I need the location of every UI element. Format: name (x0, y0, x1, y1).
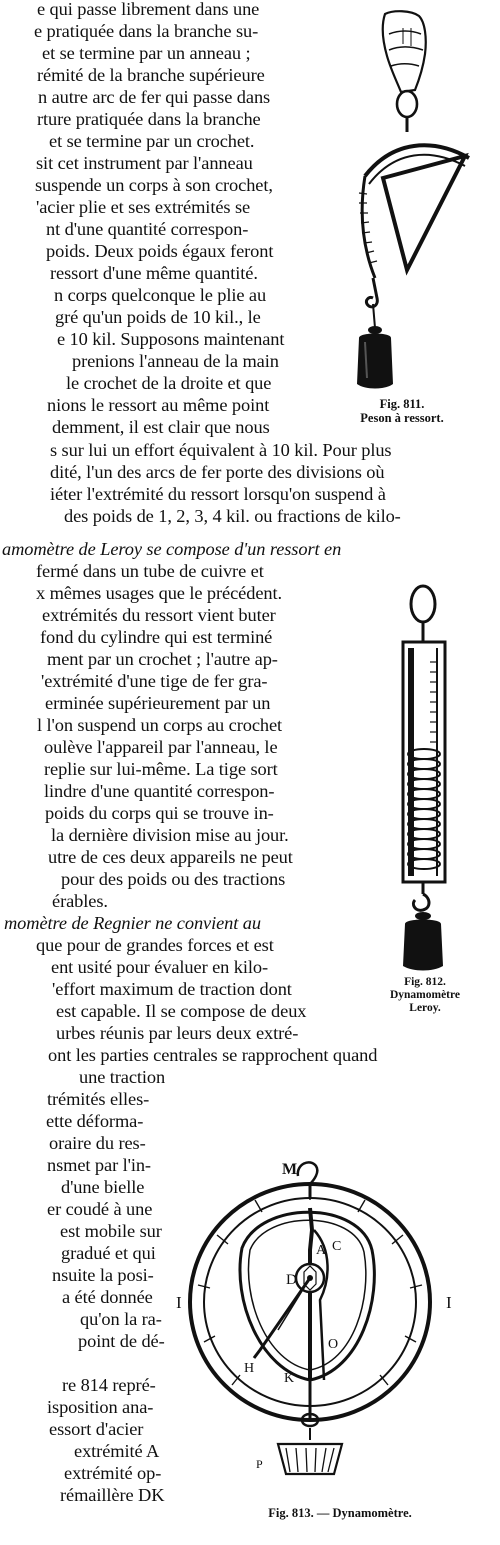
text-line: des poids de 1, 2, 3, 4 kil. ou fractions de kilo- (64, 506, 401, 526)
fig-813-caption: Fig. 813. — Dynamomètre. (268, 1506, 412, 1520)
text-line: e 10 kil. Supposons maintenant (57, 329, 285, 349)
text-line: n autre arc de fer qui passe dans (38, 87, 271, 107)
text-line: oraire du res- (49, 1133, 146, 1153)
text-line: s sur lui un effort équivalent à 10 kil. Pour plus (50, 440, 392, 460)
text-line: d'une bielle (61, 1177, 145, 1197)
text-line: re 814 repré- (62, 1375, 156, 1395)
text-line: poids du corps qui se trouve in- (45, 803, 274, 823)
text-line: trémités elles- (47, 1089, 150, 1109)
text-line: le crochet de la droite et que (66, 373, 272, 393)
text-line: momètre de Regnier ne convient au (4, 913, 261, 933)
text-line: iéter l'extrémité du ressort lorsqu'on suspend à (50, 484, 386, 504)
text-line: suspende un corps à son crochet, (35, 175, 273, 195)
text-line: x mêmes usages que le précédent. (36, 583, 282, 603)
text-line: e pratiquée dans la branche su- (34, 21, 259, 41)
fig-813-label-p: P (256, 1457, 263, 1471)
fig-812-caption (365, 976, 485, 1016)
text-line: est capable. Il se compose de deux (56, 1001, 307, 1021)
text-line: l l'on suspend un corps au crochet (37, 715, 283, 735)
text-line: extrémités du ressort vient buter (42, 605, 276, 625)
text-line: ent usité pour évaluer en kilo- (51, 957, 269, 977)
text-line: et se termine par un crochet. (49, 131, 255, 151)
text-line: ont les parties centrales se rapprochent quand (48, 1045, 378, 1065)
text-line: fermé dans un tube de cuivre et (36, 561, 264, 581)
text-line: prenions l'anneau de la main (72, 351, 279, 371)
text-line: gré qu'un poids de 10 kil., le (55, 307, 261, 327)
fig-813-label-i-left: I (176, 1293, 182, 1312)
fig-811-caption (322, 397, 482, 426)
text-line: poids. Deux poids égaux feront (46, 241, 274, 261)
text-line: est mobile sur (60, 1221, 162, 1241)
fig-812-title-2: Leroy. (409, 1002, 441, 1015)
fig-813-label-h: H (244, 1361, 255, 1376)
text-line: erminée supérieurement par un (45, 693, 271, 713)
fig-812-number: Fig. 812. (404, 976, 446, 988)
text-line: une traction (79, 1067, 166, 1087)
text-line: érables. (52, 891, 108, 911)
text-line: ette déforma- (46, 1111, 144, 1131)
text-line: 'acier plie et ses extrémités se (36, 197, 251, 217)
text-line: rémaillère DK (60, 1485, 165, 1505)
text-line: nsuite la posi- (52, 1265, 154, 1285)
text-line: que pour de grandes forces et est (36, 935, 274, 955)
text-line: et se termine par un anneau ; (42, 43, 251, 63)
text-line: n corps quelconque le plie au (54, 285, 267, 305)
peson-a-ressort-illustration (345, 8, 485, 393)
fig-811-title: Peson à ressort. (360, 411, 444, 426)
text-line: extrémité op- (64, 1463, 162, 1483)
text-line: sit cet instrument par l'anneau (36, 153, 253, 173)
text-line: e qui passe librement dans une (37, 0, 260, 19)
text-line: isposition ana- (47, 1397, 154, 1417)
dynamometre-regnier-illustration (160, 1080, 480, 1500)
text-line: ment par un crochet ; l'autre ap- (47, 649, 278, 669)
fig-813-label-i-right: I (446, 1293, 452, 1312)
text-line: nt d'une quantité correspon- (46, 219, 249, 239)
text-line: replie sur lui-même. La tige sort (44, 759, 278, 779)
fig-813-label-m: M (282, 1161, 298, 1178)
text-line: amomètre de Leroy se compose d'un ressort en (2, 539, 342, 559)
fig-811-number: Fig. 811. (379, 397, 425, 411)
text-line: qu'on la ra- (80, 1309, 162, 1329)
text-line: ressort d'une même quantité. (50, 263, 258, 283)
text-line: rémité de la branche supérieure (37, 65, 265, 85)
fig-812-title: Dynamomètre (389, 989, 461, 1002)
fig-813-label-o: O (328, 1337, 339, 1352)
text-line: nsmet par l'in- (47, 1155, 151, 1175)
text-line: gradué et qui (61, 1243, 156, 1263)
text-line: 'effort maximum de traction dont (52, 979, 292, 999)
text-line: fond du cylindre qui est terminé (40, 627, 273, 647)
text-line: extrémité A (74, 1441, 160, 1461)
text-line: oulève l'appareil par l'anneau, le (44, 737, 278, 757)
text-line: 'extrémité d'une tige de fer gra- (41, 671, 268, 691)
fig-813-label-k: K (284, 1371, 295, 1386)
text-line: la dernière division mise au jour. (51, 825, 289, 845)
text-line: essort d'acier (49, 1419, 144, 1439)
text-line: point de dé- (78, 1331, 165, 1351)
text-line: nions le ressort au même point (47, 395, 270, 415)
text-line: utre de ces deux appareils ne peut (48, 847, 293, 867)
text-line: lindre d'une quantité correspon- (44, 781, 275, 801)
fig-813-label-d: D (286, 1272, 297, 1288)
text-line: dité, l'un des arcs de fer porte des divisions où (50, 462, 385, 482)
text-line: urbes réunis par leurs deux extré- (56, 1023, 299, 1043)
text-line: demment, il est clair que nous (52, 417, 270, 437)
text-line: pour des poids ou des tractions (61, 869, 286, 889)
fig-813-label-a: A (316, 1243, 327, 1258)
text-line: rture pratiquée dans la branche (37, 109, 261, 129)
fig-813-label-c: C (332, 1239, 342, 1254)
text-line: a été donnée (62, 1287, 153, 1307)
dynamometre-leroy-illustration (375, 582, 475, 972)
text-line: er coudé à une (47, 1199, 153, 1219)
